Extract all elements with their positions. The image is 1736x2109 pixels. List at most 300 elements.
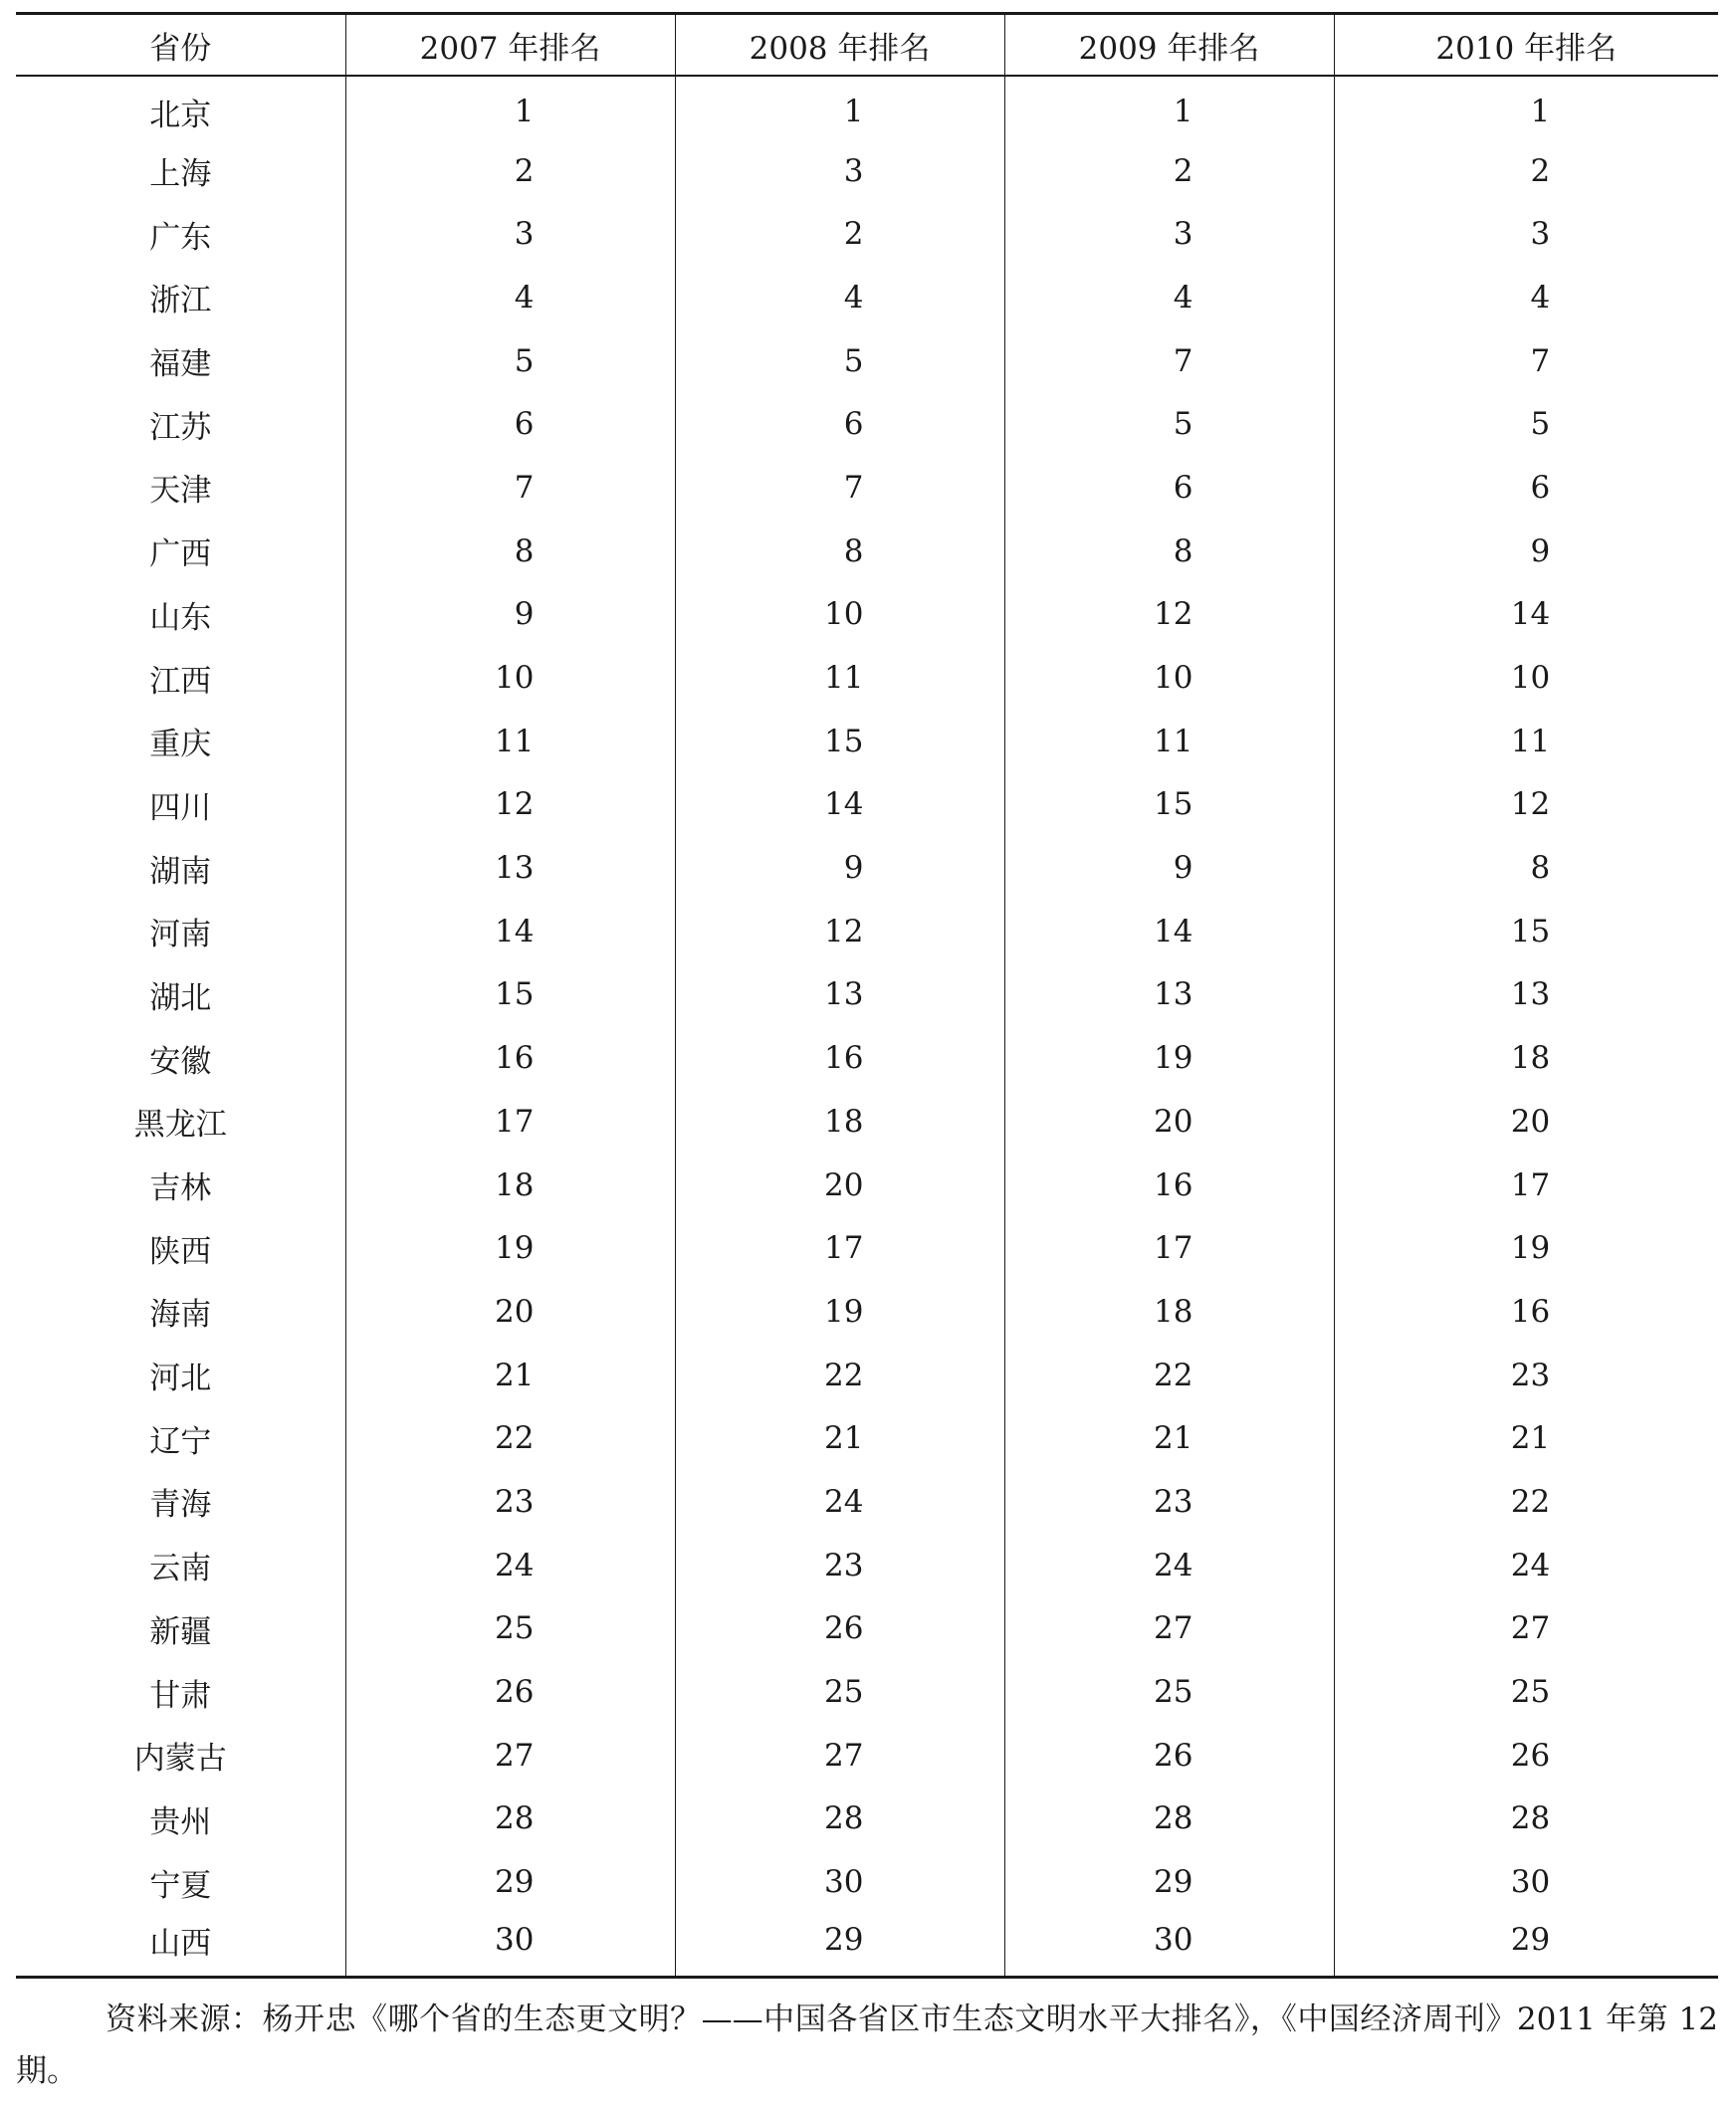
table-row: [16, 1216, 1718, 1280]
rank-cell: [675, 1788, 1004, 1851]
rank-value: 10: [1154, 660, 1194, 697]
rank-value: 12: [1154, 596, 1194, 633]
rank-cell: [345, 1788, 675, 1851]
rank-value: 24: [495, 1547, 535, 1583]
rank-value: 13: [824, 976, 864, 1013]
rank-value: 21: [495, 1357, 535, 1393]
rank-value: 14: [1154, 913, 1194, 949]
rank-value: 24: [1154, 1547, 1194, 1583]
province-cell: 山东: [149, 599, 212, 636]
table-row: [16, 202, 1718, 266]
rank-cell: [1004, 1406, 1334, 1470]
rank-cell: [675, 1850, 1004, 1914]
rank-value: 15: [824, 723, 864, 759]
table-row: [16, 1470, 1718, 1534]
rank-value: 8: [514, 532, 535, 569]
rank-cell: [675, 1026, 1004, 1090]
rank-cell: [675, 520, 1004, 583]
rank-value: 27: [495, 1737, 535, 1774]
rank-value: 10: [824, 596, 864, 633]
rank-cell: [675, 773, 1004, 837]
table-row: [16, 1406, 1718, 1470]
rank-cell: [1004, 1216, 1334, 1280]
rank-value: 3: [1530, 216, 1551, 253]
column-header-year-rank: 2008 年排名: [675, 14, 1004, 77]
province-cell: 浙江: [149, 283, 212, 319]
province-cell: 江苏: [149, 409, 212, 446]
rank-cell: [1334, 76, 1718, 139]
rank-cell: [345, 1470, 675, 1534]
rank-cell: [1334, 1090, 1718, 1154]
rank-value: 27: [1510, 1610, 1551, 1647]
rank-value: 26: [1154, 1737, 1194, 1774]
rank-cell: [345, 646, 675, 710]
table-row: [16, 1344, 1718, 1407]
rank-value: 21: [1510, 1420, 1551, 1457]
rank-value: 27: [1154, 1610, 1194, 1647]
rank-value: 16: [495, 1040, 535, 1077]
rank-value: 29: [1510, 1922, 1551, 1959]
rank-cell: [1334, 773, 1718, 837]
rank-value: 3: [843, 152, 864, 189]
rank-cell: [1334, 836, 1718, 900]
province-cell: 广东: [149, 219, 212, 256]
rank-cell: [675, 1724, 1004, 1788]
rank-cell: [675, 456, 1004, 520]
rank-value: 12: [495, 786, 535, 823]
table-row: [16, 1026, 1718, 1090]
rank-value: 1: [1173, 94, 1194, 130]
rank-value: 10: [1510, 660, 1551, 697]
province-cell: 安徽: [149, 1043, 212, 1080]
rank-cell: [675, 76, 1004, 139]
rank-cell: [1004, 1850, 1334, 1914]
rank-value: 23: [1510, 1357, 1551, 1393]
rank-value: 5: [514, 342, 535, 379]
rank-cell: [675, 392, 1004, 456]
rank-value: 25: [824, 1674, 864, 1711]
table-row: [16, 139, 1718, 203]
rank-value: 4: [1173, 279, 1194, 316]
rank-cell: [675, 1914, 1004, 1978]
province-cell: 重庆: [149, 727, 212, 763]
province-cell: 河南: [149, 917, 212, 953]
rank-cell: [345, 1724, 675, 1788]
rank-cell: [1334, 139, 1718, 203]
rank-cell: [1334, 1597, 1718, 1661]
source-note: 资料来源：杨开忠《哪个省的生态更文明？——中国各省区市生态文明水平大排名》，《中国经济周刊》2011 年第 12 期。: [16, 2002, 1718, 2089]
rank-cell: [1004, 1788, 1334, 1851]
rank-cell: [1004, 520, 1334, 583]
rank-cell: [345, 1597, 675, 1661]
rank-cell: [1004, 1280, 1334, 1344]
rank-cell: [1004, 1154, 1334, 1217]
rank-cell: [675, 1470, 1004, 1534]
rank-cell: [345, 520, 675, 583]
table-row: [16, 1914, 1718, 1978]
province-cell: 福建: [149, 346, 212, 383]
rank-value: 3: [514, 216, 535, 253]
rank-value: 13: [1154, 976, 1194, 1013]
rank-cell: [1004, 1597, 1334, 1661]
table-row: [16, 1850, 1718, 1914]
rank-cell: [675, 329, 1004, 393]
rank-cell: [675, 1597, 1004, 1661]
table-row: [16, 773, 1718, 837]
rank-cell: [1334, 329, 1718, 393]
rank-cell: [675, 266, 1004, 329]
rank-value: 9: [1530, 532, 1551, 569]
table-row: [16, 836, 1718, 900]
rank-cell: [1334, 710, 1718, 773]
rank-value: 6: [1173, 469, 1194, 506]
province-cell: 海南: [149, 1297, 212, 1334]
rank-cell: [1334, 456, 1718, 520]
rank-cell: [675, 1660, 1004, 1724]
rank-value: 22: [1510, 1483, 1551, 1520]
rank-value: 29: [1154, 1864, 1194, 1901]
rank-value: 21: [824, 1420, 864, 1457]
rank-value: 9: [1173, 850, 1194, 887]
province-cell: 黑龙江: [133, 1107, 227, 1144]
rank-value: 18: [824, 1103, 864, 1140]
rank-cell: [1334, 1280, 1718, 1344]
rank-value: 2: [514, 152, 535, 189]
rank-cell: [1334, 1344, 1718, 1407]
rank-value: 19: [1154, 1040, 1194, 1077]
rank-value: 17: [824, 1230, 864, 1267]
rank-cell: [675, 1280, 1004, 1344]
rank-cell: [1004, 773, 1334, 837]
rank-value: 9: [843, 850, 864, 887]
table-row: [16, 1724, 1718, 1788]
rank-value: 30: [1510, 1864, 1551, 1901]
rank-cell: [675, 1216, 1004, 1280]
table-row: [16, 392, 1718, 456]
rank-cell: [345, 1406, 675, 1470]
rank-cell: [675, 139, 1004, 203]
rank-cell: [675, 202, 1004, 266]
rank-value: 20: [1154, 1103, 1194, 1140]
rank-cell: [345, 963, 675, 1027]
rank-value: 29: [495, 1864, 535, 1901]
table-row: [16, 1788, 1718, 1851]
rank-value: 18: [495, 1166, 535, 1203]
rank-cell: [345, 139, 675, 203]
rank-cell: [1334, 646, 1718, 710]
rank-cell: [675, 710, 1004, 773]
province-cell: 新疆: [149, 1613, 212, 1650]
rank-value: 6: [843, 406, 864, 443]
rank-value: 4: [843, 279, 864, 316]
province-cell: 辽宁: [149, 1423, 212, 1460]
rank-cell: [1004, 1914, 1334, 1978]
rank-cell: [1334, 1788, 1718, 1851]
column-header-province: 省份: [149, 30, 212, 67]
rank-value: 30: [495, 1922, 535, 1959]
rank-value: 15: [1154, 786, 1194, 823]
rank-value: 1: [843, 94, 864, 130]
rank-value: 20: [495, 1293, 535, 1330]
rank-cell: [345, 1026, 675, 1090]
rank-cell: [345, 583, 675, 647]
province-cell: 河北: [149, 1361, 212, 1397]
rank-value: 18: [1510, 1040, 1551, 1077]
rank-cell: [1004, 76, 1334, 139]
table-row: [16, 646, 1718, 710]
rank-value: 14: [1510, 596, 1551, 633]
rank-cell: [1004, 900, 1334, 963]
ranking-table: [16, 12, 1718, 1979]
rank-cell: [675, 1344, 1004, 1407]
rank-cell: [1334, 266, 1718, 329]
rank-value: 17: [1154, 1230, 1194, 1267]
rank-cell: [345, 329, 675, 393]
rank-cell: [345, 392, 675, 456]
rank-cell: [1004, 1344, 1334, 1407]
rank-value: 1: [1530, 94, 1551, 130]
table-row: [16, 1597, 1718, 1661]
province-cell: 青海: [149, 1487, 212, 1524]
rank-value: 30: [824, 1864, 864, 1901]
rank-cell: [345, 1280, 675, 1344]
rank-cell: [1004, 963, 1334, 1027]
rank-value: 27: [824, 1737, 864, 1774]
rank-cell: [345, 266, 675, 329]
rank-value: 7: [514, 469, 535, 506]
province-cell: 湖南: [149, 853, 212, 890]
rank-cell: [345, 710, 675, 773]
rank-value: 7: [1173, 342, 1194, 379]
rank-cell: [1004, 836, 1334, 900]
rank-cell: [1004, 1660, 1334, 1724]
table-row: [16, 963, 1718, 1027]
rank-value: 18: [1154, 1293, 1194, 1330]
rank-cell: [345, 1154, 675, 1217]
rank-cell: [345, 836, 675, 900]
header-row: [16, 14, 1718, 77]
rank-cell: [1334, 1154, 1718, 1217]
rank-cell: [345, 1914, 675, 1978]
table-row: [16, 76, 1718, 139]
rank-cell: [1334, 1660, 1718, 1724]
table-row: [16, 456, 1718, 520]
rank-cell: [675, 836, 1004, 900]
rank-cell: [1004, 1724, 1334, 1788]
rank-value: 4: [514, 279, 535, 316]
rank-cell: [1004, 646, 1334, 710]
province-cell: 湖北: [149, 979, 212, 1016]
rank-value: 26: [824, 1610, 864, 1647]
rank-value: 25: [495, 1610, 535, 1647]
province-cell: 云南: [149, 1551, 212, 1587]
rank-value: 11: [495, 723, 535, 759]
rank-cell: [1334, 1406, 1718, 1470]
rank-value: 13: [495, 850, 535, 887]
rank-cell: [675, 1534, 1004, 1597]
rank-value: 28: [824, 1800, 864, 1837]
rank-value: 6: [514, 406, 535, 443]
rank-cell: [1334, 1850, 1718, 1914]
province-cell: 广西: [149, 536, 212, 573]
table-row: [16, 1090, 1718, 1154]
rank-value: 17: [1510, 1166, 1551, 1203]
rank-cell: [1334, 1026, 1718, 1090]
province-cell: 陕西: [149, 1233, 212, 1270]
rank-value: 8: [1173, 532, 1194, 569]
rank-value: 22: [824, 1357, 864, 1393]
rank-cell: [1334, 202, 1718, 266]
rank-value: 3: [1173, 216, 1194, 253]
rank-cell: [345, 456, 675, 520]
table-row: [16, 710, 1718, 773]
table-row: [16, 1660, 1718, 1724]
column-header-year-rank: 2007 年排名: [345, 14, 675, 77]
rank-cell: [1334, 1216, 1718, 1280]
table-row: [16, 520, 1718, 583]
rank-value: 11: [1154, 723, 1194, 759]
rank-value: 13: [1510, 976, 1551, 1013]
rank-value: 2: [843, 216, 864, 253]
rank-value: 24: [824, 1483, 864, 1520]
rank-value: 15: [1510, 913, 1551, 949]
ranking-table-container: [16, 12, 1718, 1979]
rank-value: 12: [824, 913, 864, 949]
rank-cell: [1334, 1914, 1718, 1978]
table-row: [16, 900, 1718, 963]
province-cell: 吉林: [149, 1170, 212, 1207]
rank-value: 2: [1173, 152, 1194, 189]
rank-value: 14: [495, 913, 535, 949]
rank-cell: [1004, 1090, 1334, 1154]
province-cell: 宁夏: [149, 1867, 212, 1904]
rank-value: 30: [1154, 1922, 1194, 1959]
rank-value: 23: [824, 1547, 864, 1583]
rank-cell: [1004, 710, 1334, 773]
province-cell: 四川: [149, 789, 212, 826]
column-header-year-rank: 2009 年排名: [1004, 14, 1334, 77]
rank-cell: [675, 1090, 1004, 1154]
rank-value: 11: [1510, 723, 1551, 759]
rank-value: 16: [1510, 1293, 1551, 1330]
rank-value: 5: [1530, 406, 1551, 443]
rank-cell: [345, 1090, 675, 1154]
table-row: [16, 329, 1718, 393]
province-cell: 甘肃: [149, 1677, 212, 1714]
province-cell: 北京: [149, 97, 212, 133]
table-row: [16, 1534, 1718, 1597]
rank-value: 21: [1154, 1420, 1194, 1457]
rank-cell: [1004, 1026, 1334, 1090]
rank-cell: [675, 583, 1004, 647]
rank-cell: [1334, 1534, 1718, 1597]
rank-value: 15: [495, 976, 535, 1013]
rank-value: 28: [1510, 1800, 1551, 1837]
rank-cell: [345, 1534, 675, 1597]
rank-cell: [1334, 900, 1718, 963]
province-cell: 山西: [149, 1925, 212, 1962]
rank-value: 1: [514, 94, 535, 130]
table-body: [16, 76, 1718, 1978]
table-row: [16, 266, 1718, 329]
rank-cell: [1004, 329, 1334, 393]
rank-cell: [345, 1850, 675, 1914]
rank-cell: [675, 900, 1004, 963]
rank-cell: [1004, 266, 1334, 329]
rank-cell: [1004, 1470, 1334, 1534]
rank-value: 19: [495, 1230, 535, 1267]
rank-value: 26: [1510, 1737, 1551, 1774]
table-row: [16, 1280, 1718, 1344]
rank-value: 16: [824, 1040, 864, 1077]
rank-cell: [1334, 963, 1718, 1027]
province-cell: 天津: [149, 473, 212, 510]
rank-value: 22: [1154, 1357, 1194, 1393]
rank-value: 19: [824, 1293, 864, 1330]
rank-value: 6: [1530, 469, 1551, 506]
rank-cell: [345, 1660, 675, 1724]
rank-cell: [1334, 1724, 1718, 1788]
rank-value: 7: [843, 469, 864, 506]
rank-value: 12: [1510, 786, 1551, 823]
rank-value: 17: [495, 1103, 535, 1140]
rank-cell: [345, 1344, 675, 1407]
rank-value: 8: [1530, 850, 1551, 887]
table-header: [16, 14, 1718, 77]
rank-cell: [1334, 392, 1718, 456]
table-row: [16, 1154, 1718, 1217]
province-cell: 贵州: [149, 1803, 212, 1840]
province-cell: 内蒙古: [133, 1741, 227, 1778]
rank-value: 23: [1154, 1483, 1194, 1520]
rank-cell: [1004, 1534, 1334, 1597]
rank-value: 8: [843, 532, 864, 569]
table-row: [16, 583, 1718, 647]
rank-value: 11: [824, 660, 864, 697]
rank-cell: [1334, 1470, 1718, 1534]
rank-cell: [1334, 520, 1718, 583]
column-header-year-rank: 2010 年排名: [1334, 14, 1718, 77]
rank-cell: [675, 963, 1004, 1027]
rank-value: 26: [495, 1674, 535, 1711]
rank-value: 28: [495, 1800, 535, 1837]
province-cell: 上海: [149, 156, 212, 193]
rank-cell: [345, 76, 675, 139]
rank-value: 5: [843, 342, 864, 379]
rank-value: 22: [495, 1420, 535, 1457]
rank-cell: [345, 900, 675, 963]
rank-value: 9: [514, 596, 535, 633]
rank-value: 25: [1154, 1674, 1194, 1711]
rank-cell: [1004, 583, 1334, 647]
rank-value: 29: [824, 1922, 864, 1959]
rank-value: 7: [1530, 342, 1551, 379]
rank-cell: [675, 646, 1004, 710]
rank-value: 23: [495, 1483, 535, 1520]
rank-cell: [345, 773, 675, 837]
rank-value: 2: [1530, 152, 1551, 189]
rank-cell: [1004, 202, 1334, 266]
rank-value: 14: [824, 786, 864, 823]
rank-cell: [675, 1154, 1004, 1217]
rank-cell: [1004, 456, 1334, 520]
rank-cell: [675, 1406, 1004, 1470]
rank-value: 5: [1173, 406, 1194, 443]
rank-value: 24: [1510, 1547, 1551, 1583]
rank-cell: [1004, 139, 1334, 203]
rank-cell: [345, 202, 675, 266]
rank-value: 4: [1530, 279, 1551, 316]
